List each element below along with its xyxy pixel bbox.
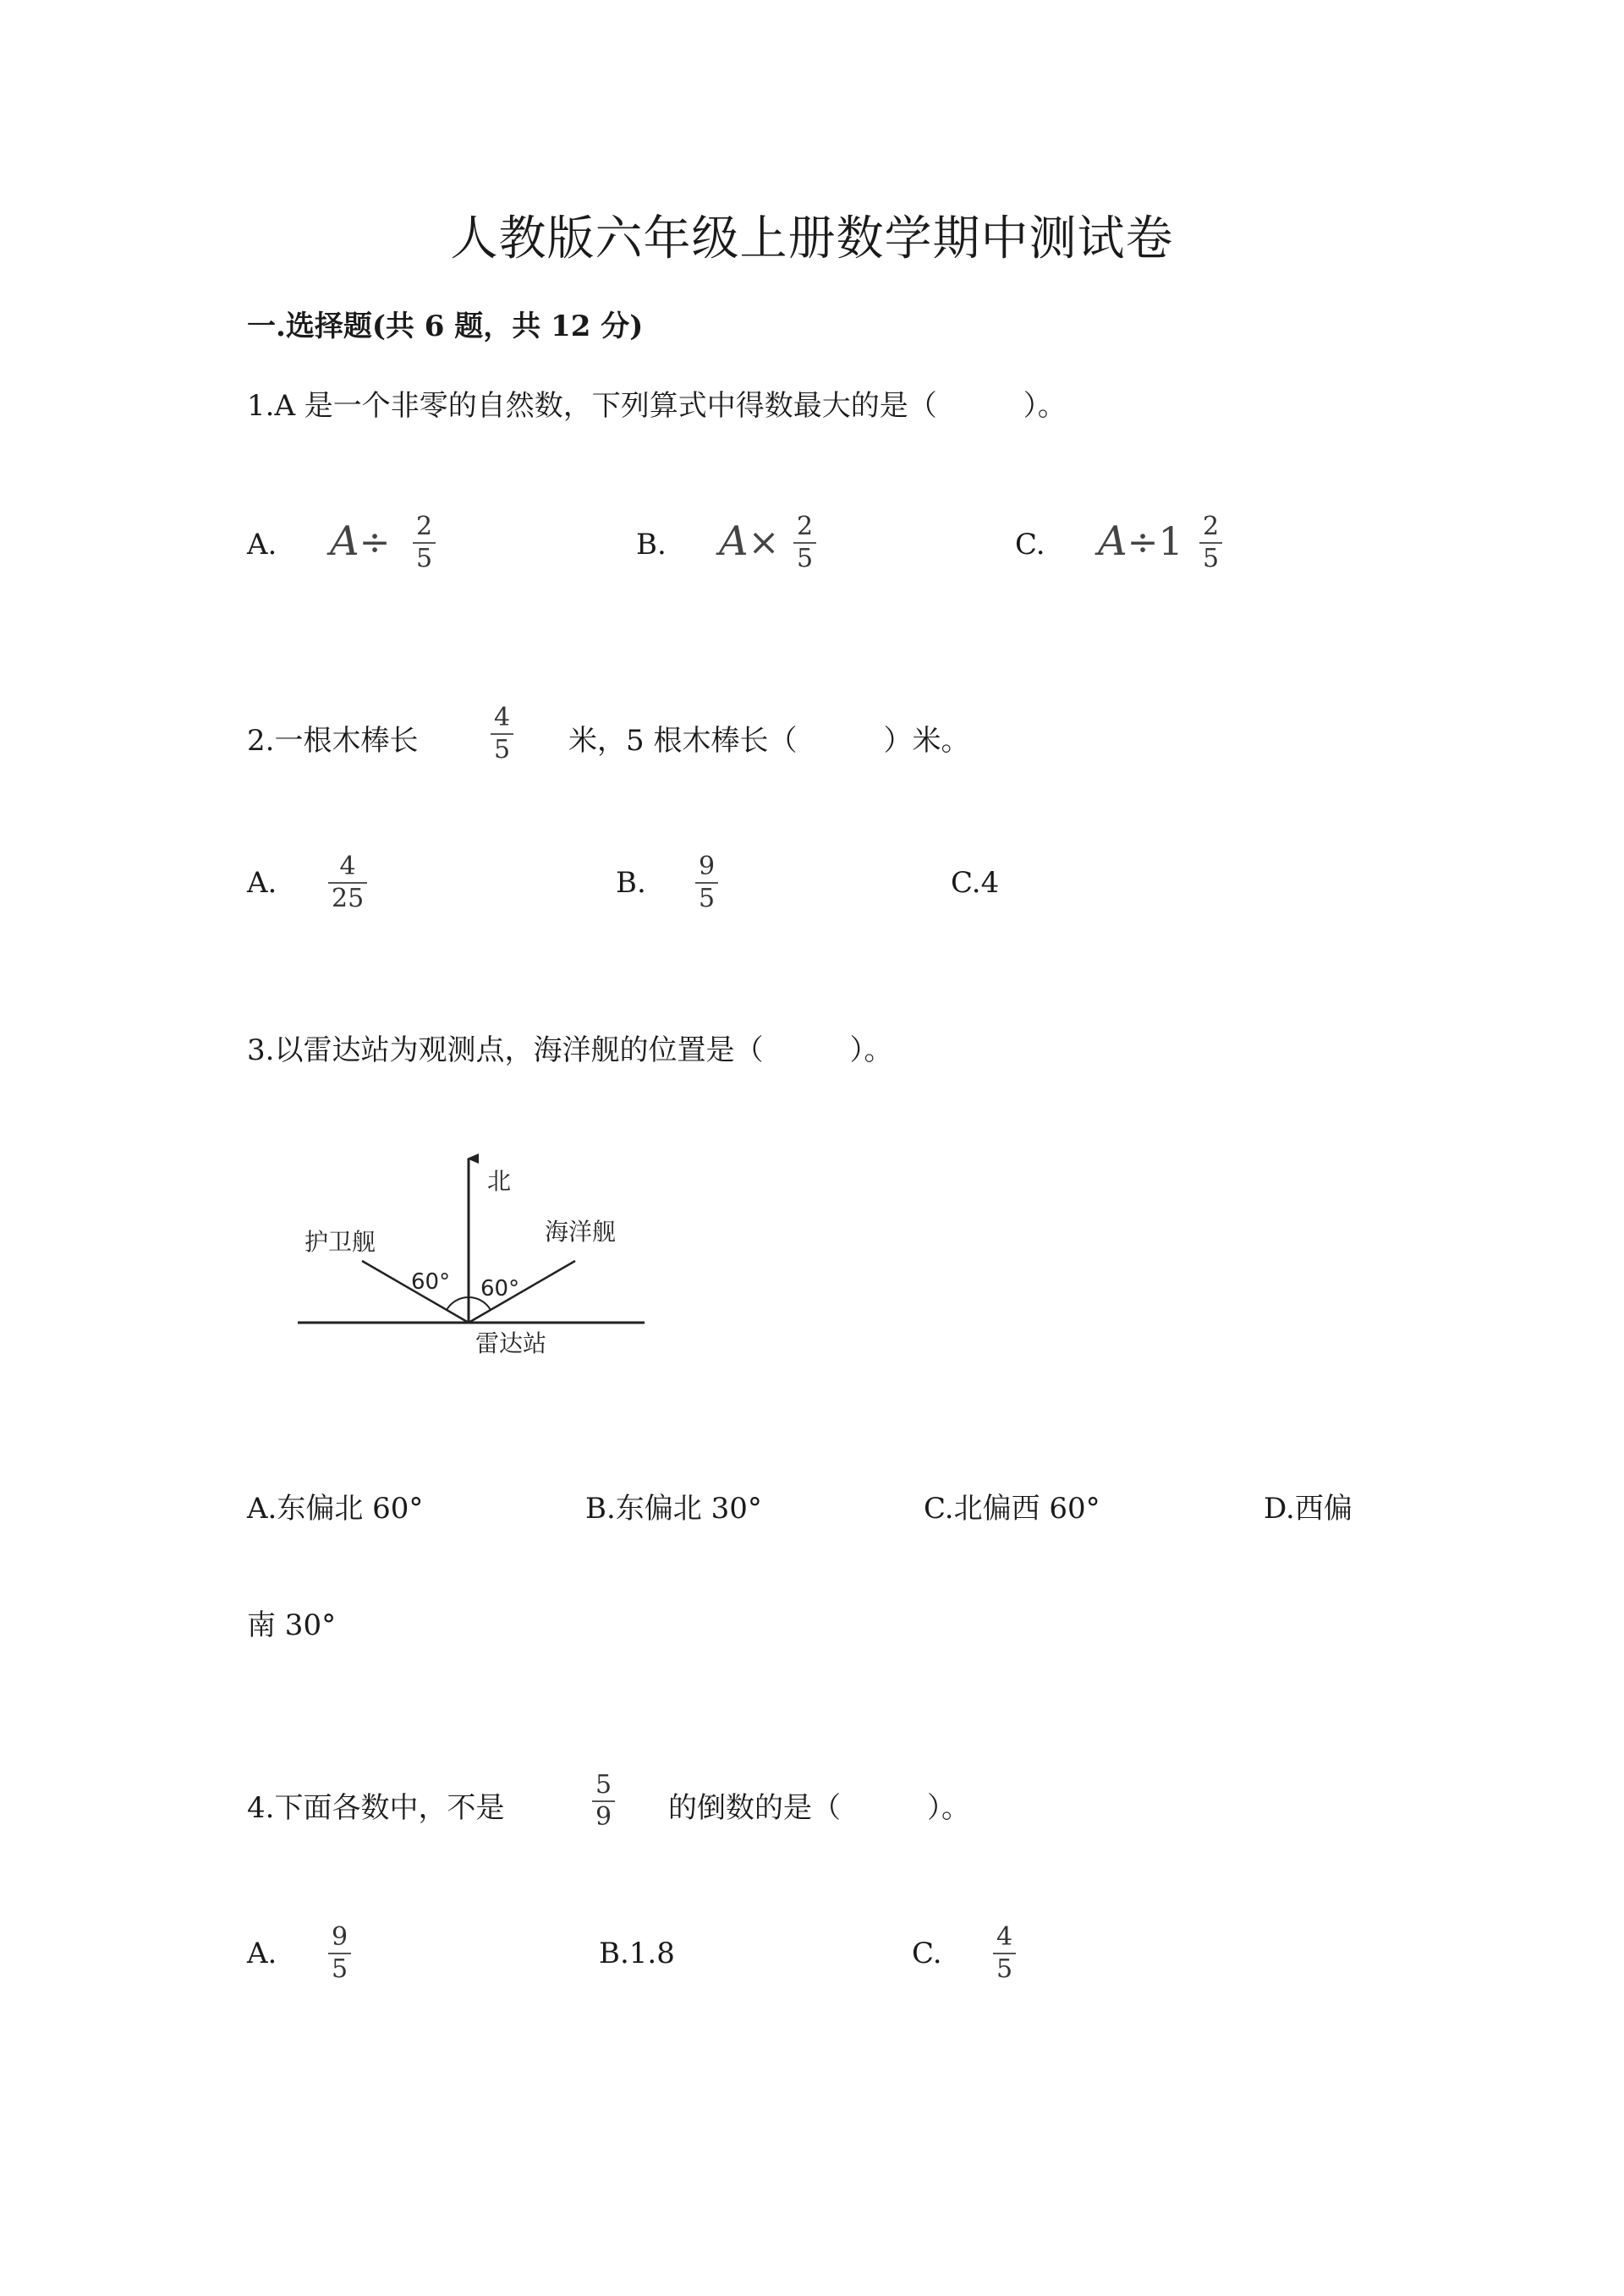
- q4-option-c-label: C.: [912, 1937, 942, 1970]
- page-title: 人教版六年级上册数学期中测试卷: [450, 211, 1174, 266]
- q1-option-a-label: A.: [247, 528, 277, 562]
- right-ship-label: 海洋舰: [545, 1218, 617, 1246]
- question-2-stem-pre: 2.一根木棒长: [247, 724, 419, 758]
- station-label: 雷达站: [475, 1329, 547, 1357]
- q4-option-a-fraction: $\frac{9}{5}$: [328, 1925, 351, 1982]
- q2-option-a-label: A.: [247, 866, 277, 900]
- q3-option-a: A.东偏北 60°: [247, 1492, 424, 1526]
- question-4-fraction: $\frac{5}{9}$: [592, 1773, 615, 1830]
- q1-option-c-label: C.: [1015, 528, 1045, 562]
- section-heading: 一.选择题(共 6 题，共 12 分): [247, 310, 644, 343]
- q1-option-a-expr: A÷: [330, 518, 391, 565]
- question-2-fraction: $\frac{4}{5}$: [491, 705, 513, 763]
- q2-option-c: C.4: [951, 866, 1000, 900]
- q2-option-a-fraction: $\frac{4}{25}$: [328, 854, 367, 912]
- q3-option-b: B.东偏北 30°: [585, 1492, 762, 1526]
- q2-option-b-label: B.: [616, 866, 646, 900]
- left-ship-label: 护卫舰: [304, 1228, 376, 1256]
- question-3-stem: 3.以雷达站为观测点，海洋舰的位置是（ ）。: [247, 1033, 893, 1067]
- north-label: 北: [487, 1167, 512, 1195]
- q4-option-c-fraction: $\frac{4}{5}$: [993, 1925, 1016, 1982]
- q3-option-c: C.北偏西 60°: [924, 1492, 1100, 1526]
- q3-option-d-wrap: 南 30°: [247, 1608, 337, 1642]
- q2-option-b-fraction: $\frac{9}{5}$: [695, 854, 718, 912]
- question-4-stem-pre: 4.下面各数中，不是: [247, 1791, 505, 1825]
- q4-option-b: B.1.8: [599, 1937, 675, 1970]
- right-angle-label: 60°: [480, 1276, 520, 1301]
- left-angle-label: 60°: [411, 1269, 451, 1295]
- q4-option-a-label: A.: [247, 1937, 277, 1970]
- q1-option-c-fraction: $\frac{2}{5}$: [1199, 514, 1222, 572]
- q1-option-b-expr: A×: [719, 518, 780, 565]
- q1-option-c-expr: A÷1: [1098, 518, 1183, 565]
- radar-diagram: [288, 1150, 660, 1378]
- q1-option-b-label: B.: [636, 528, 667, 562]
- q1-option-b-fraction: $\frac{2}{5}$: [793, 514, 816, 572]
- q1-option-a-fraction: $\frac{2}{5}$: [413, 514, 436, 572]
- q3-option-d: D.西偏: [1264, 1492, 1352, 1526]
- question-4-stem-post: 的倒数的是（ ）。: [668, 1791, 970, 1825]
- question-2-stem-post: 米，5 根木棒长（ ）米。: [568, 724, 970, 758]
- question-1-stem: 1.A 是一个非零的自然数，下列算式中得数最大的是（ ）。: [247, 389, 1067, 423]
